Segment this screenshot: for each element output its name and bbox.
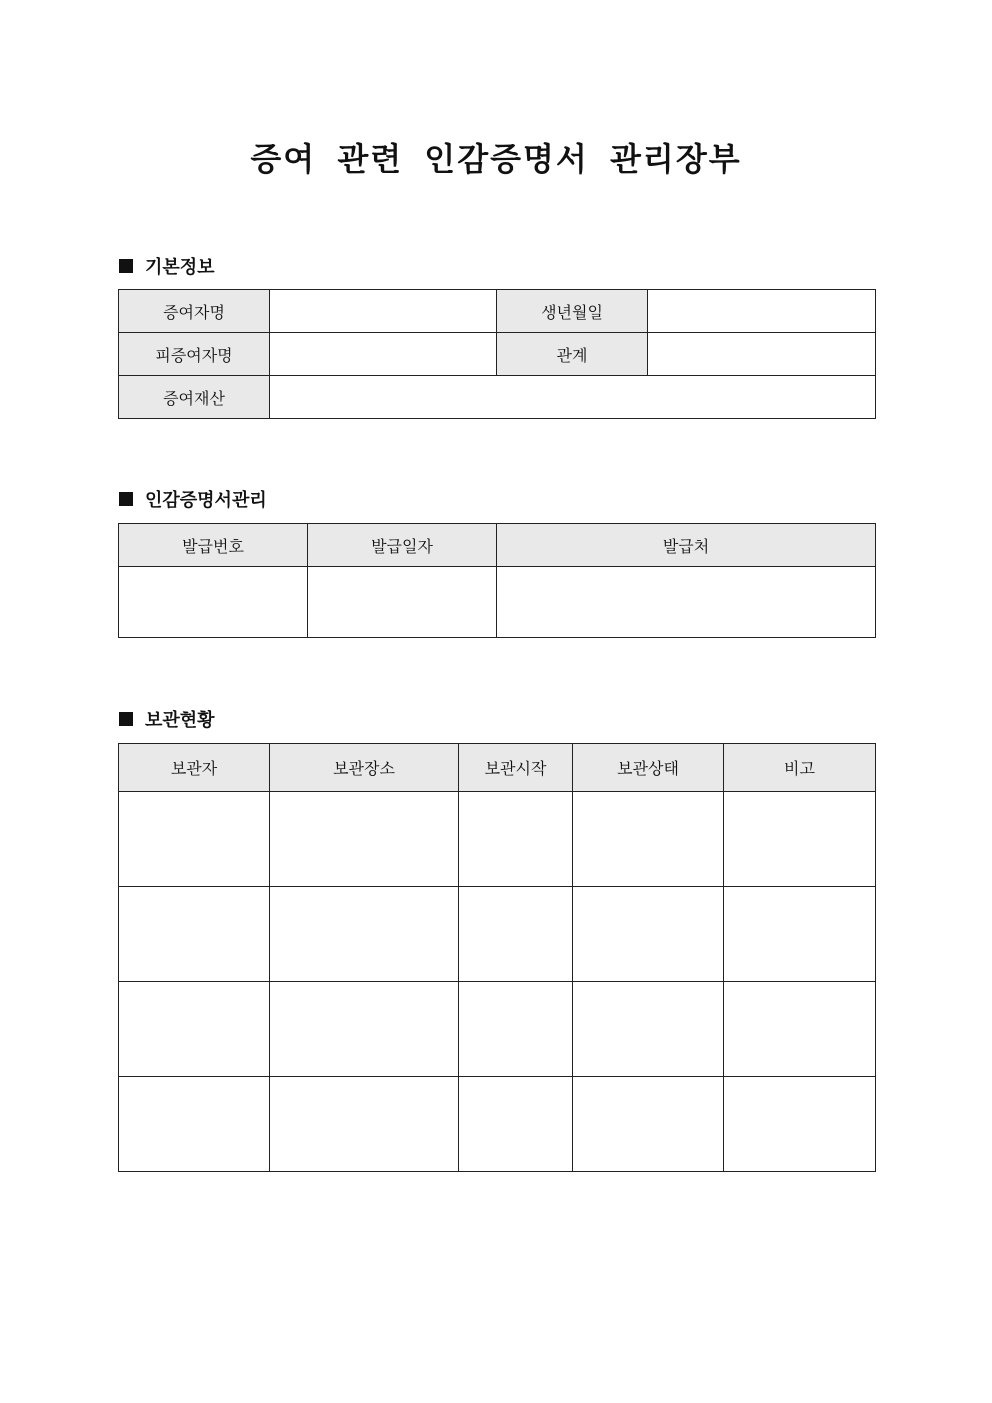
remarks-cell[interactable] xyxy=(724,1077,876,1172)
storage-location-cell[interactable] xyxy=(270,1077,459,1172)
basic-info-heading xyxy=(119,253,215,279)
issue-date-cell[interactable] xyxy=(308,567,497,638)
storage-status-table xyxy=(118,743,876,1172)
remarks-header: 비고 xyxy=(724,744,876,792)
storage-condition-cell[interactable] xyxy=(573,1077,724,1172)
issue-date-header: 발급일자 xyxy=(308,524,497,567)
keeper-cell[interactable] xyxy=(119,887,270,982)
document-title: 증여 관련 인감증명서 관리장부 xyxy=(250,140,742,178)
storage-location-cell[interactable] xyxy=(270,982,459,1077)
table-row xyxy=(119,376,876,419)
storage-status-heading-text: 보관현황 xyxy=(145,710,215,731)
gift-property-field[interactable] xyxy=(270,376,876,419)
square-bullet-icon xyxy=(119,712,133,726)
square-bullet-icon xyxy=(119,259,133,273)
seal-certificate-heading-text: 인감증명서관리 xyxy=(145,490,267,511)
issuer-header: 발급처 xyxy=(497,524,876,567)
donee-name-label: 피증여자명 xyxy=(119,333,270,376)
storage-location-cell[interactable] xyxy=(270,792,459,887)
issue-number-header: 발급번호 xyxy=(119,524,308,567)
storage-start-cell[interactable] xyxy=(459,887,573,982)
donor-name-label: 증여자명 xyxy=(119,290,270,333)
table-header-row xyxy=(119,524,876,567)
basic-info-heading-text: 기본정보 xyxy=(145,257,215,278)
keeper-header: 보관자 xyxy=(119,744,270,792)
table-row xyxy=(119,333,876,376)
storage-location-header: 보관장소 xyxy=(270,744,459,792)
remarks-cell[interactable] xyxy=(724,982,876,1077)
remarks-cell[interactable] xyxy=(724,792,876,887)
storage-start-cell[interactable] xyxy=(459,982,573,1077)
table-header-row xyxy=(119,744,876,792)
gift-property-label: 증여재산 xyxy=(119,376,270,419)
storage-condition-cell[interactable] xyxy=(573,982,724,1077)
storage-condition-cell[interactable] xyxy=(573,887,724,982)
seal-certificate-table xyxy=(118,523,876,638)
table-row xyxy=(119,982,876,1077)
table-row xyxy=(119,792,876,887)
birth-date-label: 생년월일 xyxy=(497,290,648,333)
storage-location-cell[interactable] xyxy=(270,887,459,982)
donee-name-field[interactable] xyxy=(270,333,497,376)
remarks-cell[interactable] xyxy=(724,887,876,982)
relation-field[interactable] xyxy=(648,333,876,376)
table-row xyxy=(119,290,876,333)
table-row xyxy=(119,887,876,982)
table-row xyxy=(119,567,876,638)
birth-date-field[interactable] xyxy=(648,290,876,333)
keeper-cell[interactable] xyxy=(119,1077,270,1172)
square-bullet-icon xyxy=(119,492,133,506)
relation-label: 관계 xyxy=(497,333,648,376)
issue-number-cell[interactable] xyxy=(119,567,308,638)
basic-info-table xyxy=(118,289,876,419)
storage-start-cell[interactable] xyxy=(459,792,573,887)
storage-start-header: 보관시작 xyxy=(459,744,573,792)
storage-start-cell[interactable] xyxy=(459,1077,573,1172)
keeper-cell[interactable] xyxy=(119,982,270,1077)
issuer-cell[interactable] xyxy=(497,567,876,638)
keeper-cell[interactable] xyxy=(119,792,270,887)
seal-certificate-heading xyxy=(119,486,267,512)
table-row xyxy=(119,1077,876,1172)
storage-condition-header: 보관상태 xyxy=(573,744,724,792)
storage-condition-cell[interactable] xyxy=(573,792,724,887)
donor-name-field[interactable] xyxy=(270,290,497,333)
storage-status-heading xyxy=(119,706,215,732)
